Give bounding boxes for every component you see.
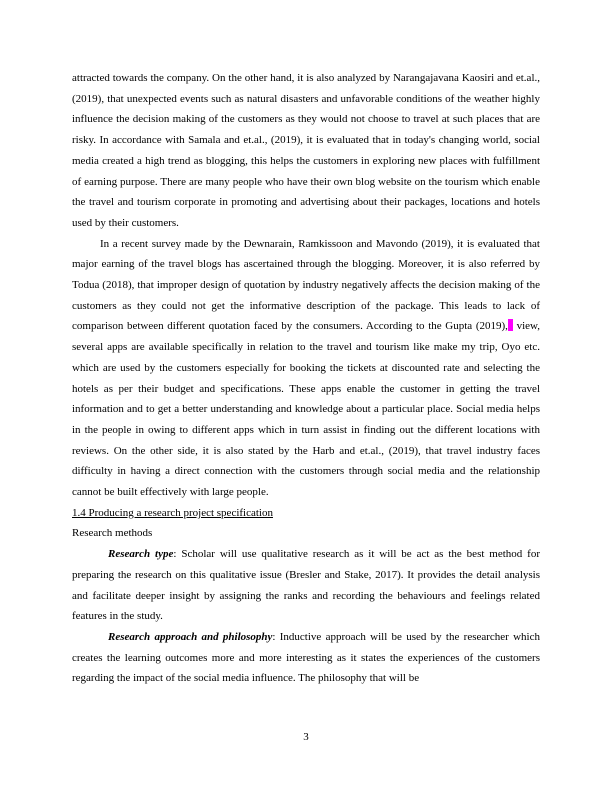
text-research-type: : Scholar will use qualitative research as it will be act as the best method for preparing the research on this qualitative issue (Bresler and Stake, 2017). It provides the detail analysis and facilitate deeper insight by assigning the ranks and recording the behaviours and feelings related features in the study. [72,548,541,623]
paragraph-2 [72,234,540,503]
paragraph-1: attracted towards the company. On the other hand, it is also analyzed by Narangajavana Kaosiri and et.al., (2019), that unexpected events such as natural disasters and unfavorable conditions of the weather highly influence the decision making of the customers as they would not choose to travel at such places that are risky. In accordance with Samala and et.al., (2019), it is evaluated that in today's changing world, social media created a high trend as blogging, this helps the customers in exploring new places with fulfillment of earning purpose. There are many people who have their own blog website on the tourism which enable the travel and tourism corporate in promoting and advertising about their packages, locations and hotels used by their customers. [72,72,540,229]
paragraph-research-type [72,544,540,627]
paragraph-2-text-after: view, several apps are available specifically in relation to the travel and tourism like make my trip, Oyo etc. which are used by the customers especially for booking the tickets at discounted rate and selecting the hotels as per their budget and specifications. These apps enable the customer in getting the travel information and to get a better understanding and knowledge about a particular place. Social media helps in the people in owing to different apps which in turn assist in finding out the different locations with reviews. On the other side, it is also stated by the Harb and et.al., (2019), that travel industry faces difficulty in having a direct connection with the customers through social media and the relationship cannot be built effectively with large people. [72,320,540,499]
page-number: 3 [303,731,309,743]
subheading-research-methods: Research methods [72,527,153,540]
paragraph-2-text-before: In a recent survey made by the Dewnarain, Ramkissoon and Mavondo (2019), it is evaluated that major earning of the travel blogs has ascertained through the blogging. Moreover, it is also referred by Todua (2018), that improper design of quotation by industry negatively affects the decision making of the customers as they could not get the informative description of the package. This leads to lack of comparison between different quotation faced by the consumers. According to the Gupta (2019), [72,237,540,333]
paragraph-research-approach [72,627,540,689]
text-research-approach: : Inductive approach will be used by the researcher which creates the learning outcomes more and more interesting as it states the experiences of the customers regarding the impact of the social media influence. The philosophy that will be [72,630,540,685]
document-page [72,68,540,689]
term-research-type: Research type [108,548,174,561]
section-heading[interactable]: 1.4 Producing a research project specification [72,506,273,519]
term-research-approach: Research approach and philosophy [108,630,273,643]
